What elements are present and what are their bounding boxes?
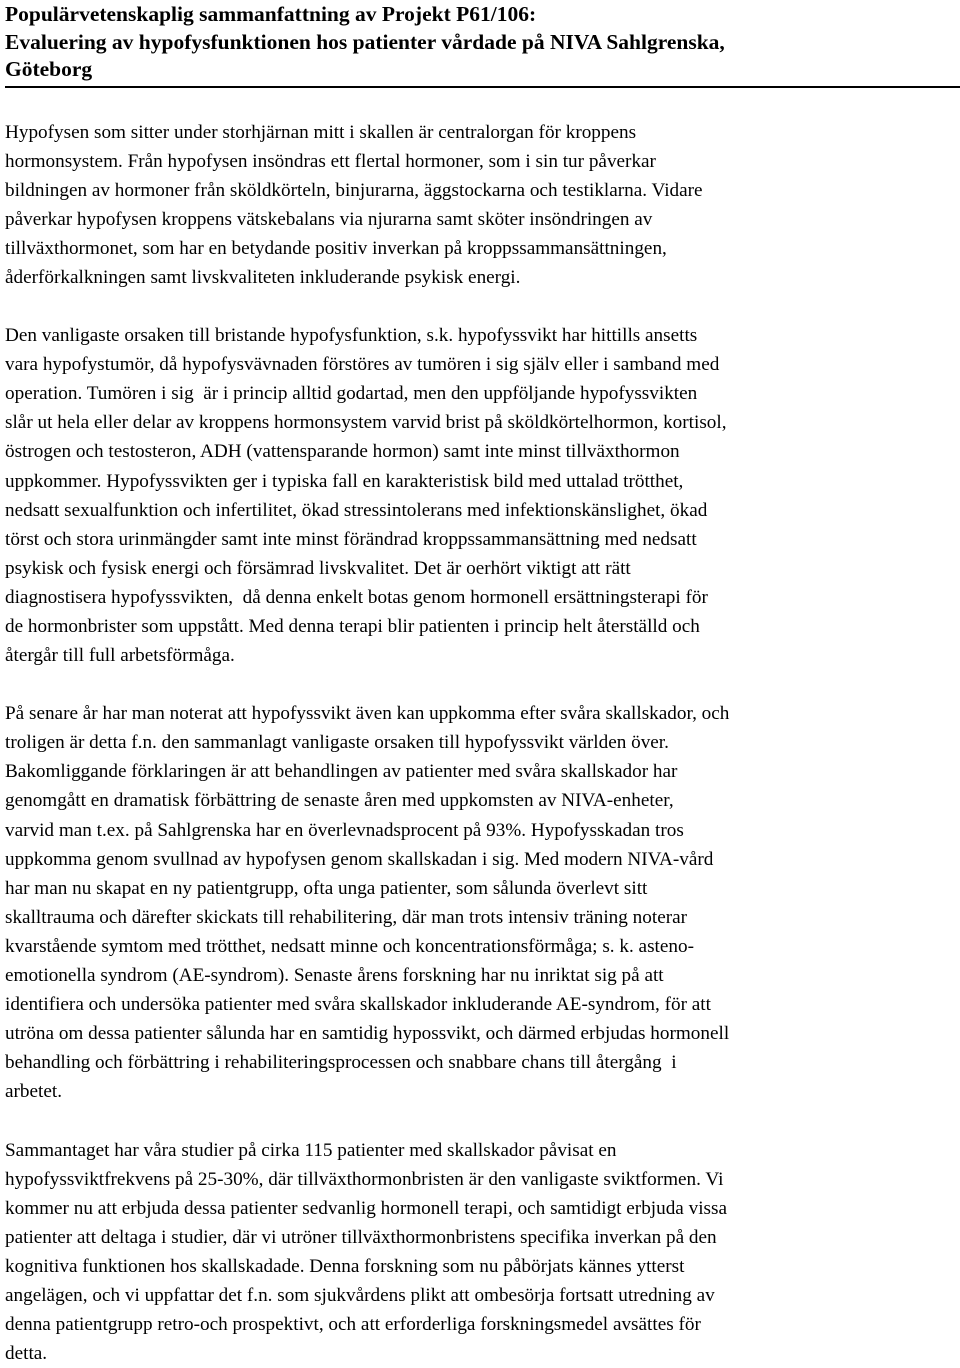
paragraph-line: denna patientgrupp retro-och prospektivt, och att erforderliga forskningsmedel avsättes för (5, 1310, 958, 1339)
paragraph-hypofysen (5, 118, 958, 293)
paragraph-line: skalltrauma och därefter skickats till rehabilitering, där man trots intensiv träning noterar (5, 903, 958, 932)
paragraph-line: hypofyssviktfrekvens på 25-30%, där tillväxthormonbristen är den vanligaste sviktformen. Vi (5, 1165, 958, 1194)
paragraph-line: törst och stora urinmängder samt inte minst förändrad kroppssammansättning med nedsatt (5, 525, 958, 554)
paragraph-line: diagnostisera hypofyssvikten, då denna enkelt botas genom hormonell ersättningsterapi för (5, 583, 958, 612)
paragraph-line: kommer nu att erbjuda dessa patienter sedvanlig hormonell terapi, och samtidigt erbjuda vissa (5, 1194, 958, 1223)
paragraph-line: detta. (5, 1339, 958, 1368)
paragraph-line: har man nu skapat en ny patientgrupp, ofta unga patienter, som sålunda överlevt sitt (5, 874, 958, 903)
paragraph-line: operation. Tumören i sig är i princip alltid godartad, men den uppföljande hypofyssvikten (5, 379, 958, 408)
paragraph-sammantaget (5, 1136, 958, 1368)
paragraph-line: uppkomma genom svullnad av hypofysen genom skallskadan i sig. Med modern NIVA-vård (5, 845, 958, 874)
paragraph-line: troligen är detta f.n. den sammanlagt vanligaste orsaken till hypofyssvikt världen över. (5, 728, 958, 757)
title-underline (5, 86, 960, 88)
document-page (5, 0, 958, 1368)
paragraph-line: kognitiva funktionen hos skallskadade. Denna forskning som nu påbörjats kännes ytterst (5, 1252, 958, 1281)
paragraph-line: hormonsystem. Från hypofysen insöndras ett flertal hormoner, som i sin tur påverkar (5, 147, 958, 176)
paragraph-line: identifiera och undersöka patienter med svåra skallskador inkluderande AE-syndrom, för att (5, 990, 958, 1019)
paragraph-line: angelägen, och vi uppfattar det f.n. som sjukvårdens plikt att ombesörja fortsatt utredning av (5, 1281, 958, 1310)
paragraph-line: slår ut hela eller delar av kroppens hormonsystem varvid brist på sköldkörtelhormon, kortisol, (5, 408, 958, 437)
paragraph-line: återgår till full arbetsförmåga. (5, 641, 958, 670)
paragraph-line: emotionella syndrom (AE-syndrom). Senaste årens forskning har nu inriktat sig på att (5, 961, 958, 990)
paragraph-line: åderförkalkningen samt livskvaliteten inkluderande psykisk energi. (5, 263, 958, 292)
paragraph-line: genomgått en dramatisk förbättring de senaste åren med uppkomsten av NIVA-enheter, (5, 786, 958, 815)
paragraph-line: På senare år har man noterat att hypofyssvikt även kan uppkomma efter svåra skallskador, och (5, 699, 958, 728)
document-title (5, 0, 958, 84)
paragraph-line: kvarstående symtom med trötthet, nedsatt minne och koncentrationsförmåga; s. k. asteno- (5, 932, 958, 961)
paragraph-line: uppkommer. Hypofyssvikten ger i typiska fall en karakteristisk bild med uttalad trötthet, (5, 467, 958, 496)
paragraph-line: påverkar hypofysen kroppens vätskebalans via njurarna samt sköter insöndringen av (5, 205, 958, 234)
paragraph-line: östrogen och testosteron, ADH (vattensparande hormon) samt inte minst tillväxthormon (5, 437, 958, 466)
title-line: Göteborg (5, 56, 958, 84)
paragraph-line: bildningen av hormoner från sköldkörteln, binjurarna, äggstockarna och testiklarna. Vidare (5, 176, 958, 205)
paragraph-line: arbetet. (5, 1077, 958, 1106)
paragraph-line: nedsatt sexualfunktion och infertilitet, ökad stressintolerans med infektionskänslighet, ökad (5, 496, 958, 525)
paragraph-line: Den vanligaste orsaken till bristande hypofysfunktion, s.k. hypofyssvikt har hittills ansetts (5, 321, 958, 350)
paragraph-line: Bakomliggande förklaringen är att behandlingen av patienter med svåra skallskador har (5, 757, 958, 786)
paragraph-line: vara hypofystumör, då hypofysvävnaden förstöres av tumören i sig själv eller i samband med (5, 350, 958, 379)
paragraph-line: utröna om dessa patienter sålunda har en samtidig hypossvikt, och därmed erbjudas hormonell (5, 1019, 958, 1048)
paragraph-line: Sammantaget har våra studier på cirka 115 patienter med skallskador påvisat en (5, 1136, 958, 1165)
title-line: Evaluering av hypofysfunktionen hos patienter vårdade på NIVA Sahlgrenska, (5, 29, 958, 57)
title-line: Populärvetenskaplig sammanfattning av Projekt P61/106: (5, 1, 958, 29)
paragraph-line: varvid man t.ex. på Sahlgrenska har en överlevnadsprocent på 93%. Hypofysskadan tros (5, 816, 958, 845)
paragraph-line: behandling och förbättring i rehabiliteringsprocessen och snabbare chans till återgång i (5, 1048, 958, 1077)
paragraph-orsaker (5, 321, 958, 670)
paragraph-skallskador (5, 699, 958, 1106)
paragraph-line: Hypofysen som sitter under storhjärnan mitt i skallen är centralorgan för kroppens (5, 118, 958, 147)
paragraph-line: de hormonbrister som uppstått. Med denna terapi blir patienten i princip helt återställd och (5, 612, 958, 641)
paragraph-line: tillväxthormonet, som har en betydande positiv inverkan på kroppssammansättningen, (5, 234, 958, 263)
paragraph-line: psykisk och fysisk energi och försämrad livskvalitet. Det är oerhört viktigt att rätt (5, 554, 958, 583)
paragraph-line: patienter att deltaga i studier, där vi utröner tillväxthormonbristens specifika inverkan på den (5, 1223, 958, 1252)
